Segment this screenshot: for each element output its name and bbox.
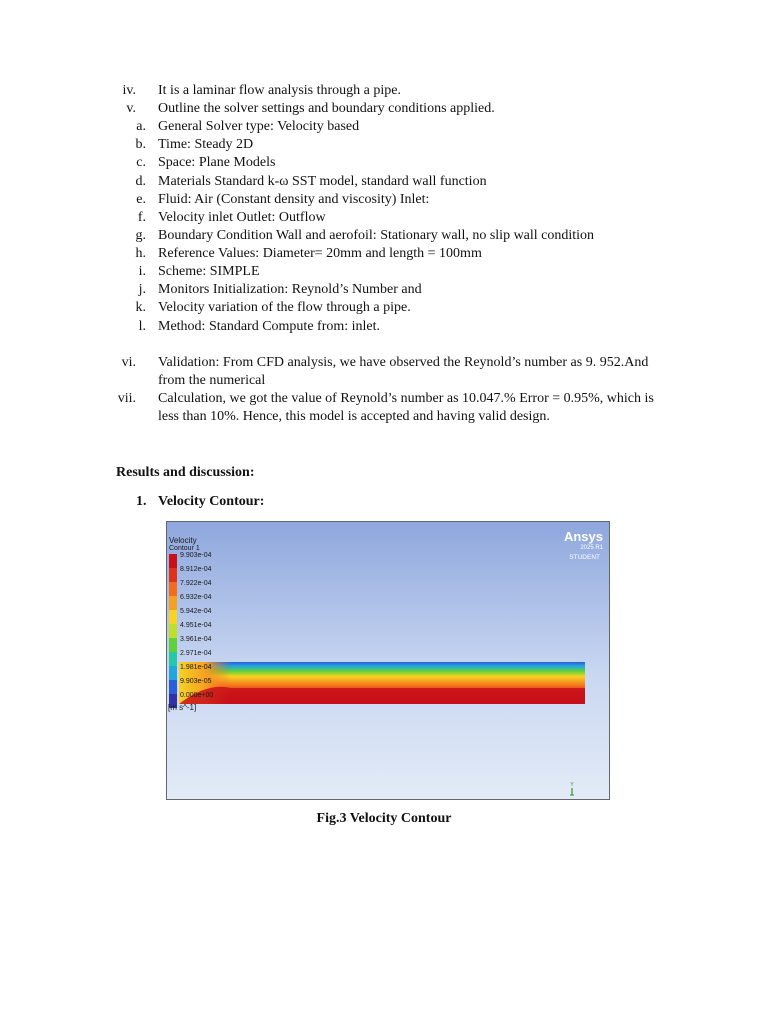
legend-title: Velocity	[169, 536, 197, 545]
list-item	[0, 154, 768, 172]
legend-value-label: 8.912e-04	[180, 566, 212, 573]
legend-value-label: 1.981e-04	[180, 664, 212, 671]
list-marker: iv.	[122, 83, 136, 98]
results-heading: Results and discussion:	[116, 465, 255, 480]
list-marker: l.	[138, 319, 146, 334]
list-text: Boundary Condition Wall and aerofoil: Stationary wall, no slip wall condition	[158, 228, 595, 243]
list-marker: k.	[135, 300, 146, 315]
list-text: Reference Values: Diameter= 20mm and length = 100mm	[158, 246, 482, 261]
legend-value-label: 5.942e-04	[180, 608, 212, 615]
list-item	[0, 173, 768, 191]
legend-subtitle: Contour 1	[169, 545, 200, 552]
legend-value-label: 4.951e-04	[180, 622, 212, 629]
figure-caption: Fig.3 Velocity Contour	[316, 811, 452, 826]
validation-item-continued	[0, 372, 768, 390]
list-text: Fluid: Air (Constant density and viscosity) Inlet:	[158, 192, 430, 207]
list-marker: e.	[136, 192, 146, 207]
axis-label: Y	[570, 782, 574, 788]
list-marker: b.	[135, 137, 146, 152]
legend-swatch	[169, 638, 177, 652]
legend-value-label: 3.961e-04	[180, 636, 212, 643]
legend-color-bar	[169, 554, 177, 708]
legend-swatch	[169, 666, 177, 680]
list-item	[0, 191, 768, 209]
legend-swatch	[169, 624, 177, 638]
calculation-item-continued	[0, 408, 768, 426]
paragraph-line: Calculation, we got the value of Reynold’s number as 10.047.% Error = 0.95%, which is	[158, 391, 654, 406]
list-item	[0, 118, 768, 136]
contour-plot	[167, 522, 609, 799]
list-text: Monitors Initialization: Reynold’s Number and	[158, 282, 422, 297]
legend-value-label: 2.971e-04	[180, 650, 212, 657]
list-marker: j.	[138, 282, 146, 297]
legend-swatch	[169, 652, 177, 666]
legend-swatch	[169, 610, 177, 624]
list-marker: v.	[126, 101, 136, 116]
list-marker: vi.	[121, 355, 136, 370]
paragraph-line: less than 10%. Hence, this model is accepted and having valid design.	[158, 409, 550, 424]
list-marker: a.	[136, 119, 146, 134]
paragraph-line: from the numerical	[158, 373, 266, 388]
legend-value-label: 9.903e-04	[180, 552, 212, 559]
list-item	[0, 227, 768, 245]
legend-swatch	[169, 554, 177, 568]
list-text: Method: Standard Compute from: inlet.	[158, 319, 381, 334]
list-text: General Solver type: Velocity based	[158, 119, 360, 134]
validation-item	[0, 354, 768, 372]
calculation-item	[0, 390, 768, 408]
legend-value-label: 9.903e-05	[180, 678, 212, 685]
legend-swatch	[169, 680, 177, 694]
list-item	[0, 263, 768, 281]
list-text: Outline the solver settings and boundary conditions applied.	[158, 101, 495, 116]
section-heading	[0, 464, 768, 482]
subheading-marker: 1.	[136, 494, 147, 509]
list-text: Time: Steady 2D	[158, 137, 254, 152]
legend-swatch	[169, 568, 177, 582]
legend-swatch	[169, 596, 177, 610]
ansys-logo: Ansys	[563, 529, 603, 544]
list-marker: vii.	[117, 391, 136, 406]
legend-unit: [m s^-1]	[168, 703, 197, 712]
list-item	[0, 318, 768, 336]
list-marker: f.	[137, 210, 146, 225]
ansys-version: 2025 R1	[580, 545, 603, 551]
velocity-contour-figure	[166, 521, 610, 800]
list-text: Space: Plane Models	[158, 155, 276, 170]
legend-value-label: 6.932e-04	[180, 594, 212, 601]
list-item	[0, 100, 768, 118]
list-item	[0, 281, 768, 299]
list-text: Velocity variation of the flow through a pipe.	[158, 300, 411, 315]
list-marker: i.	[138, 264, 146, 279]
ansys-edition: STUDENT	[569, 554, 600, 561]
list-text: It is a laminar flow analysis through a pipe.	[158, 83, 401, 98]
list-text: Velocity inlet Outlet: Outflow	[158, 210, 326, 225]
legend-value-label: 0.000e+00	[180, 692, 214, 699]
list-text: Scheme: SIMPLE	[158, 264, 260, 279]
axis-triad-icon	[570, 782, 574, 795]
subheading	[0, 493, 768, 511]
legend-value-label: 7.922e-04	[180, 580, 212, 587]
list-item	[0, 136, 768, 154]
list-text: Materials Standard k-ω SST model, standard wall function	[158, 174, 487, 189]
core-flow	[179, 687, 585, 704]
list-marker: d.	[135, 174, 146, 189]
list-item	[0, 209, 768, 227]
paragraph-line: Validation: From CFD analysis, we have observed the Reynold’s number as 9. 952.And	[158, 355, 649, 370]
list-marker: g.	[135, 228, 146, 243]
list-item	[0, 82, 768, 100]
list-item	[0, 299, 768, 317]
list-marker: h.	[135, 246, 146, 261]
list-marker: c.	[136, 155, 146, 170]
legend-swatch	[169, 582, 177, 596]
subheading-text: Velocity Contour:	[158, 494, 265, 509]
list-item	[0, 245, 768, 263]
